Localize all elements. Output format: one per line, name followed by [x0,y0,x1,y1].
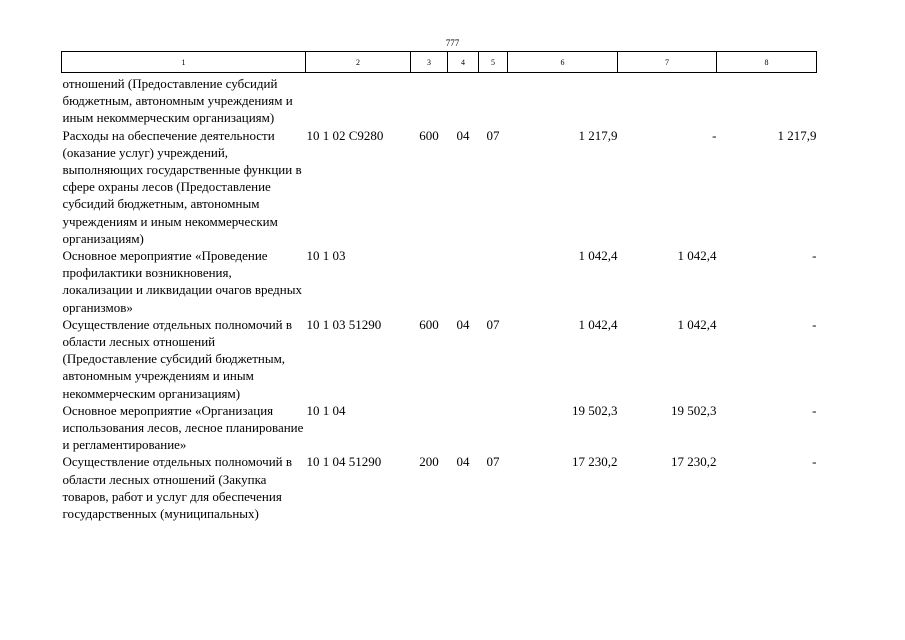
row-total: 1 217,9 [578,127,618,143]
row-code: 10 1 04 [306,402,346,418]
row-col8: - [812,454,817,470]
table-row [62,73,817,127]
row-pr: 07 [486,316,500,332]
row-code: 10 1 04 51290 [306,454,382,470]
column-header-7: 7 [618,52,717,73]
column-header-1: 1 [62,52,306,73]
row-rz [448,247,479,316]
row-rz [448,402,479,454]
row-col8: 1 217,9 [777,127,817,143]
row-vr [411,402,448,454]
column-header-5: 5 [479,52,508,73]
row-pr: 07 [486,454,500,470]
table-header-row [62,52,817,73]
row-col8: - [812,248,817,264]
row-vr: 600 [419,316,439,332]
row-name: Основное мероприятие «Проведение профилактики возникновения, локализации и ликвидации очагов вредных организмов» [62,248,302,315]
row-rz: 04 [456,454,470,470]
row-pr [479,73,508,127]
budget-table [61,51,817,522]
row-pr [479,402,508,454]
row-col8: - [812,316,817,332]
row-col7 [618,73,717,127]
row-name: отношений (Предоставление субсидий бюджетным, автономным учреждениям и иным некоммерческим организациям) [62,76,293,126]
row-code: 10 1 02 С9280 [306,127,384,143]
row-rz [448,73,479,127]
table-row [62,402,817,454]
row-code: 10 1 03 [306,248,346,264]
row-col7: - [712,127,717,143]
row-name: Основное мероприятие «Организация использования лесов, лесное планирование и регламентирование» [62,402,304,453]
row-col7: 1 042,4 [677,248,717,264]
row-rz: 04 [456,127,470,143]
table-row [62,316,817,402]
table-row [62,453,817,522]
row-total [508,73,618,127]
column-header-4: 4 [448,52,479,73]
table-row [62,247,817,316]
column-header-2: 2 [306,52,411,73]
row-vr: 600 [419,127,439,143]
row-total: 1 042,4 [578,248,618,264]
row-total: 1 042,4 [578,316,618,332]
table-row [62,127,817,247]
page-number: 777 [445,38,460,48]
row-col8 [717,73,817,127]
column-header-6: 6 [508,52,618,73]
row-vr: 200 [419,454,439,470]
row-pr: 07 [486,127,500,143]
row-name: Осуществление отдельных полномочий в области лесных отношений (Закупка товаров, работ и услуг для обеспечения государственных (муниципальных) [62,454,292,522]
row-total: 17 230,2 [572,454,618,470]
row-vr [411,73,448,127]
row-col7: 17 230,2 [671,454,717,470]
row-name: Расходы на обеспечение деятельности (оказание услуг) учреждений, выполняющих государственные функции в сфере охраны лесов (Предоставление субсидий бюджетным, автономным учреждениям и иным некоммерческим организациям) [62,127,302,246]
column-header-3: 3 [411,52,448,73]
row-col8: - [812,402,817,418]
row-code: 10 1 03 51290 [306,316,382,332]
row-col7: 1 042,4 [677,316,717,332]
row-rz: 04 [456,316,470,332]
row-name: Осуществление отдельных полномочий в области лесных отношений (Предоставление субсидий бюджетным, автономным учреждениям и иным некоммерческим организациям) [62,316,292,401]
row-total: 19 502,3 [572,402,618,418]
row-col7: 19 502,3 [671,402,717,418]
row-code [306,73,411,127]
row-vr [411,247,448,316]
row-pr [479,247,508,316]
column-header-8: 8 [717,52,817,73]
